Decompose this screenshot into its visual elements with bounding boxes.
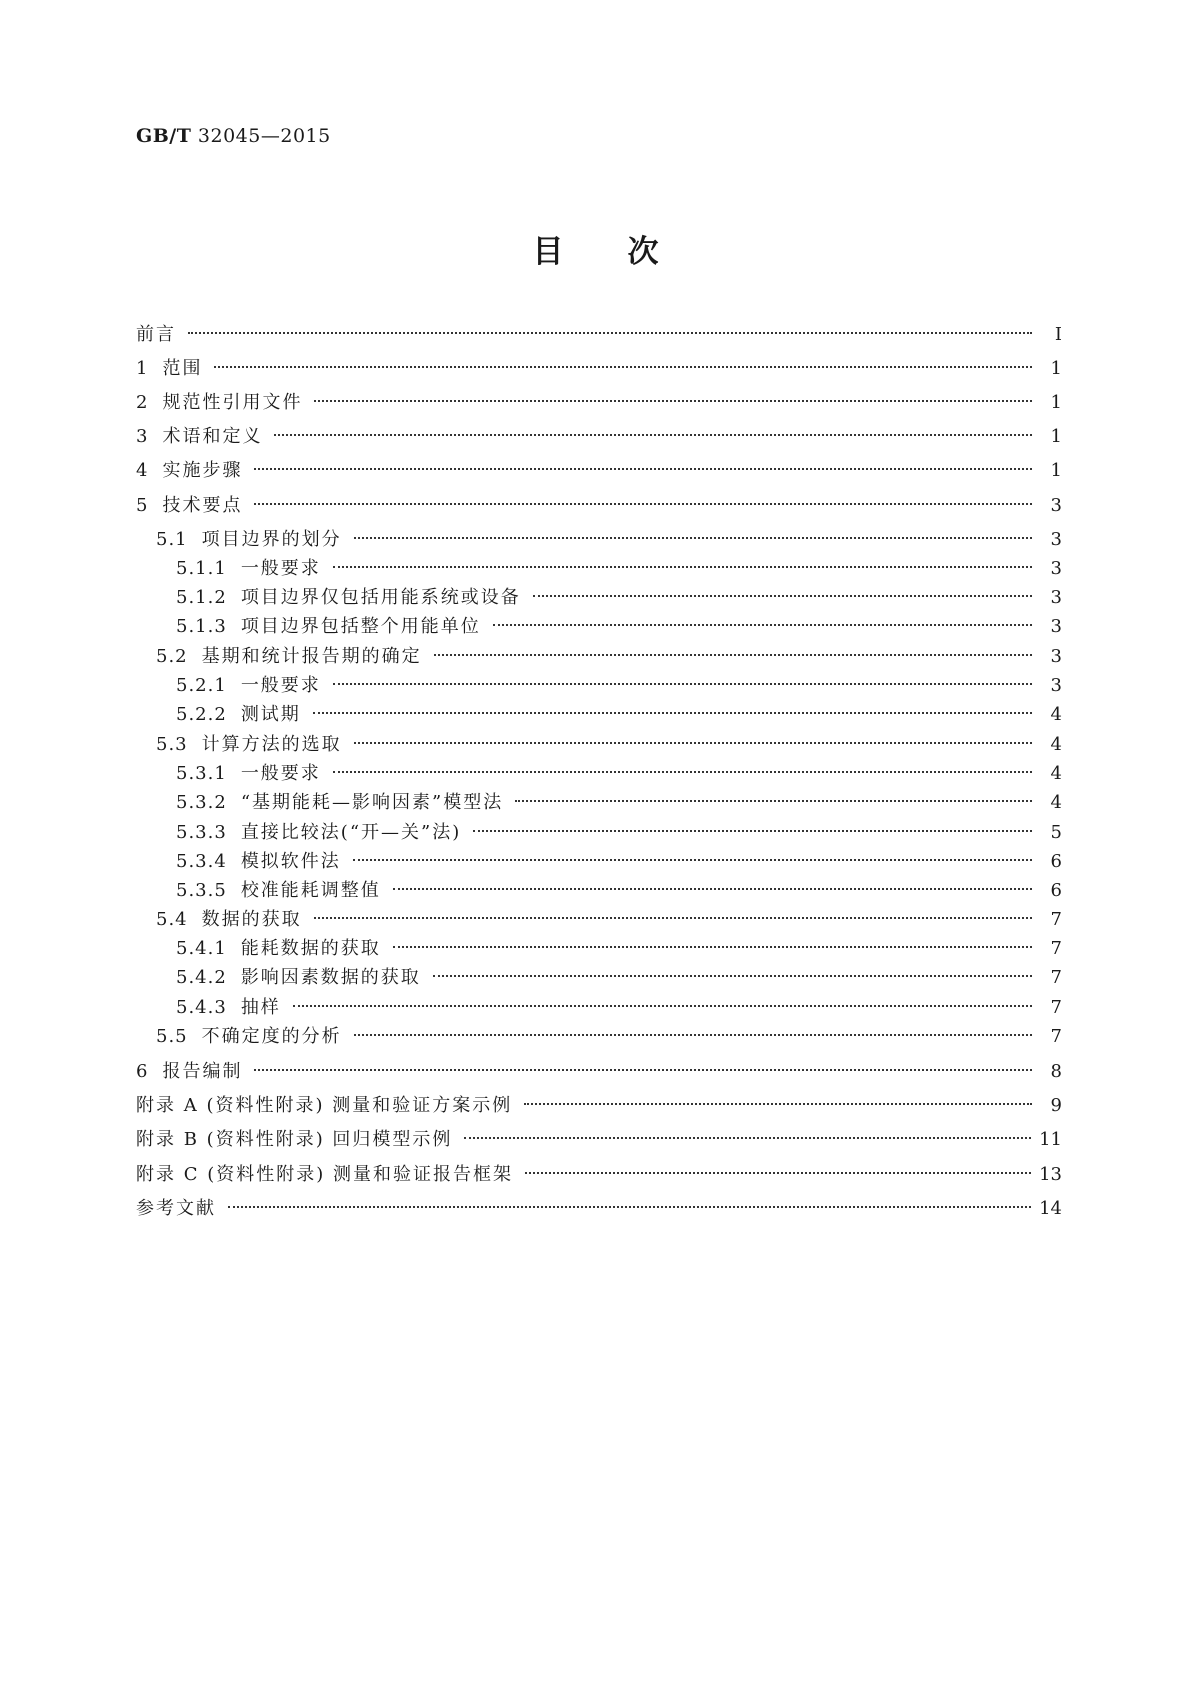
toc-entry[interactable]: [136, 1093, 1062, 1119]
toc-entry[interactable]: [136, 849, 1062, 875]
toc-entry-title: 项目边界包括整个用能单位: [240, 616, 481, 637]
toc-entry-page: 4: [1050, 792, 1062, 813]
toc-entry-page: 3: [1050, 675, 1062, 696]
toc-entry-number: 6: [136, 1061, 149, 1082]
toc-entry-title: “基期能耗—影响因素”模型法: [240, 792, 504, 813]
toc-entry[interactable]: [136, 493, 1062, 519]
toc-entry-number: 4: [136, 460, 149, 481]
toc-entry[interactable]: [136, 1162, 1062, 1188]
toc-leader-dots: [434, 654, 1032, 656]
toc-entry-title: 一般要求: [240, 675, 321, 696]
toc-leader-dots: [214, 366, 1032, 368]
toc-entry[interactable]: [136, 790, 1062, 816]
toc-leader-dots: [493, 624, 1032, 626]
toc-entry[interactable]: [136, 702, 1062, 728]
toc-entry-page: 4: [1050, 704, 1062, 725]
toc-leader-dots: [533, 595, 1032, 597]
toc-leader-dots: [333, 683, 1032, 685]
document-header: [136, 125, 331, 147]
toc-entry-title: 参考文献: [136, 1198, 216, 1219]
toc-entry-page: 6: [1050, 851, 1062, 872]
toc-leader-dots: [353, 859, 1032, 861]
toc-entry[interactable]: [136, 1024, 1062, 1050]
toc-entry-number: 3: [136, 426, 149, 447]
toc-entry-number: 5.4.1: [176, 938, 227, 959]
toc-entry[interactable]: [136, 732, 1062, 758]
toc-entry-number: 5.4: [156, 909, 188, 930]
toc-leader-dots: [254, 468, 1032, 470]
toc-entry-page: 14: [1039, 1198, 1062, 1219]
toc-leader-dots: [293, 1005, 1032, 1007]
toc-entry-title: 术语和定义: [162, 426, 263, 447]
toc-entry-title: 附录 B (资料性附录) 回归模型示例: [136, 1129, 453, 1150]
toc-entry-number: 5.3.3: [176, 822, 227, 843]
toc-entry-page: 7: [1050, 1026, 1062, 1047]
toc-entry-number: 5.4.2: [176, 967, 227, 988]
toc-entry-number: 5.4.3: [176, 997, 227, 1018]
toc-entry-title: 项目边界的划分: [201, 529, 342, 550]
toc-leader-dots: [228, 1206, 1031, 1208]
toc-entry-number: 5.2: [156, 646, 188, 667]
toc-entry-title: 一般要求: [240, 558, 321, 579]
toc-entry-title: 范围: [162, 358, 203, 379]
toc-entry-page: 7: [1050, 967, 1062, 988]
toc-leader-dots: [464, 1137, 1031, 1139]
toc-entry-page: 5: [1050, 822, 1062, 843]
toc-entry-number: 5.1.1: [176, 558, 227, 579]
toc-leader-dots: [274, 434, 1032, 436]
toc-entry-number: 5.3.2: [176, 792, 227, 813]
toc-entry-page: 11: [1039, 1129, 1062, 1150]
toc-leader-dots: [333, 566, 1032, 568]
toc-entry-number: 5.5: [156, 1026, 188, 1047]
toc-entry-page: 3: [1050, 558, 1062, 579]
toc-leader-dots: [393, 946, 1032, 948]
toc-entry-title: 规范性引用文件: [162, 392, 303, 413]
toc-leader-dots: [354, 742, 1032, 744]
toc-entry[interactable]: [136, 995, 1062, 1021]
toc-entry-page: 6: [1050, 880, 1062, 901]
toc-leader-dots: [188, 332, 1032, 334]
toc-entry-title: 附录 A (资料性附录) 测量和验证方案示例: [136, 1095, 513, 1116]
toc-entry-number: 5: [136, 495, 149, 516]
toc-entry-page: 3: [1050, 495, 1062, 516]
toc-entry-number: 5.1.3: [176, 616, 227, 637]
toc-entry-page: 9: [1050, 1095, 1062, 1116]
page-title: 目次: [532, 234, 723, 270]
toc-entry-page: 1: [1050, 392, 1062, 413]
toc-entry[interactable]: [136, 556, 1062, 582]
toc-entry-title: 不确定度的分析: [201, 1026, 342, 1047]
toc-entry[interactable]: [136, 458, 1062, 484]
toc-entry-number: 5.2.2: [176, 704, 227, 725]
toc-entry-page: 7: [1050, 997, 1062, 1018]
toc-entry[interactable]: [136, 965, 1062, 991]
toc-leader-dots: [313, 712, 1032, 714]
toc-entry[interactable]: [136, 1127, 1062, 1153]
toc-entry[interactable]: [136, 614, 1062, 640]
toc-entry-title: 校准能耗调整值: [240, 880, 381, 901]
toc-leader-dots: [354, 537, 1032, 539]
standard-prefix: GB/T: [136, 125, 192, 147]
toc-entry-number: 5.3: [156, 734, 188, 755]
toc-leader-dots: [333, 771, 1032, 773]
toc-entry-title: 附录 C (资料性附录) 测量和验证报告框架: [136, 1164, 513, 1185]
toc-entry[interactable]: [136, 644, 1062, 670]
toc-entry-number: 5.3.1: [176, 763, 227, 784]
toc-entry[interactable]: [136, 761, 1062, 787]
toc-entry-page: 7: [1050, 909, 1062, 930]
toc-leader-dots: [314, 400, 1032, 402]
toc-entry[interactable]: [136, 356, 1062, 382]
toc-entry-page: 1: [1050, 426, 1062, 447]
toc-entry[interactable]: [136, 390, 1062, 416]
toc-leader-dots: [473, 830, 1032, 832]
toc-entry-page: 8: [1050, 1061, 1062, 1082]
toc-entry-page: 1: [1050, 460, 1062, 481]
standard-number: 32045—2015: [197, 125, 331, 147]
toc-entry-page: 3: [1050, 587, 1062, 608]
toc-entry-number: 1: [136, 358, 149, 379]
toc-entry-page: 4: [1050, 734, 1062, 755]
toc-entry-title: 报告编制: [162, 1061, 243, 1082]
toc-leader-dots: [393, 888, 1032, 890]
toc-entry-title: 影响因素数据的获取: [240, 967, 421, 988]
toc-entry-title: 一般要求: [240, 763, 321, 784]
toc-entry-title: 能耗数据的获取: [240, 938, 381, 959]
toc-entry-page: 13: [1039, 1164, 1062, 1185]
toc-entry-title: 数据的获取: [201, 909, 302, 930]
toc-entry-title: 计算方法的选取: [201, 734, 342, 755]
toc-entry-title: 模拟软件法: [240, 851, 341, 872]
toc-entry[interactable]: [136, 1059, 1062, 1085]
toc-entry-title: 前言: [136, 324, 176, 345]
toc-entry[interactable]: [136, 878, 1062, 904]
toc-leader-dots: [254, 503, 1032, 505]
toc-entry[interactable]: [136, 936, 1062, 962]
toc-entry-page: 3: [1050, 646, 1062, 667]
toc-entry[interactable]: [136, 322, 1062, 348]
toc-leader-dots: [254, 1069, 1032, 1071]
toc-entry-page: 7: [1050, 938, 1062, 959]
toc-entry-page: Ⅰ: [1054, 324, 1062, 345]
toc-entry[interactable]: [136, 527, 1062, 553]
toc-entry-page: 3: [1050, 616, 1062, 637]
toc-entry-number: 5.1: [156, 529, 188, 550]
toc-entry[interactable]: [136, 673, 1062, 699]
toc-leader-dots: [515, 800, 1032, 802]
toc-entry-title: 技术要点: [162, 495, 243, 516]
toc-entry[interactable]: [136, 907, 1062, 933]
toc-entry-title: 项目边界仅包括用能系统或设备: [240, 587, 521, 608]
toc-entry-title: 基期和统计报告期的确定: [201, 646, 422, 667]
toc-leader-dots: [354, 1034, 1032, 1036]
toc-entry-number: 5.2.1: [176, 675, 227, 696]
toc-entry-title: 直接比较法(“开—关”法): [240, 822, 462, 843]
toc-entry[interactable]: [136, 424, 1062, 450]
toc-leader-dots: [524, 1103, 1032, 1105]
toc-entry-title: 抽样: [240, 997, 281, 1018]
toc-entry-number: 2: [136, 392, 149, 413]
toc-entry-title: 实施步骤: [162, 460, 243, 481]
toc-entry[interactable]: [136, 585, 1062, 611]
toc-entry-page: 3: [1050, 529, 1062, 550]
toc-entry-number: 5.3.4: [176, 851, 227, 872]
toc-entry[interactable]: [136, 820, 1062, 846]
toc-leader-dots: [433, 975, 1032, 977]
toc-entry-page: 1: [1050, 358, 1062, 379]
toc-leader-dots: [525, 1172, 1031, 1174]
toc-entry-page: 4: [1050, 763, 1062, 784]
toc-entry-number: 5.3.5: [176, 880, 227, 901]
toc-leader-dots: [314, 917, 1032, 919]
toc-entry-number: 5.1.2: [176, 587, 227, 608]
toc-entry-title: 测试期: [240, 704, 301, 725]
toc-entry[interactable]: [136, 1196, 1062, 1222]
